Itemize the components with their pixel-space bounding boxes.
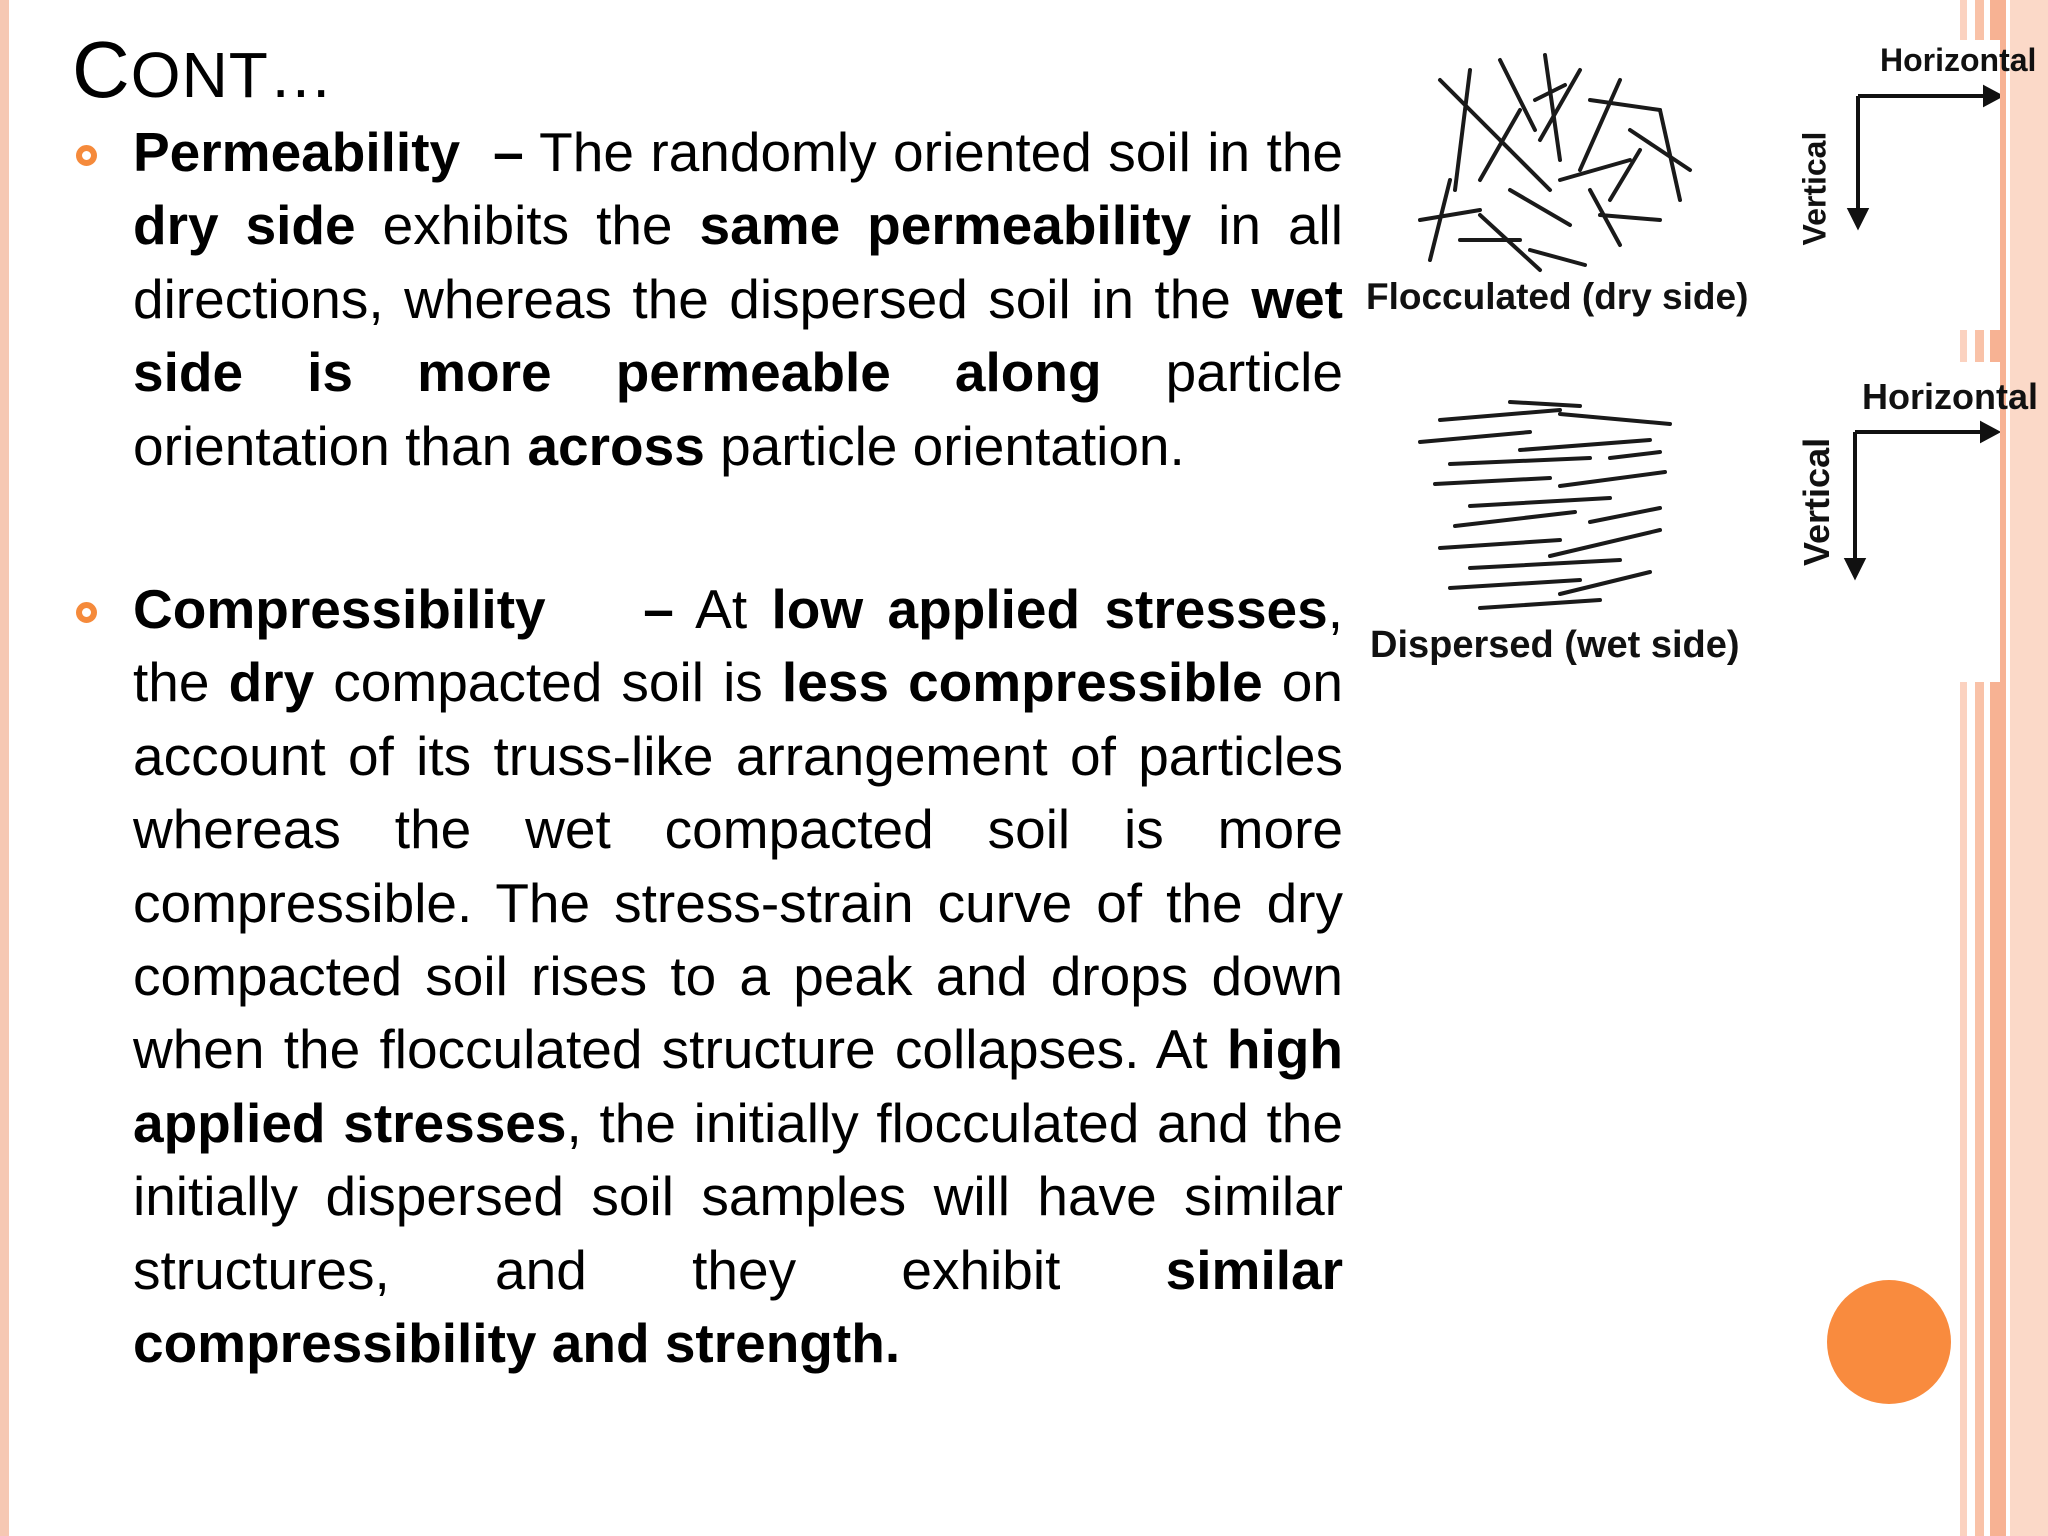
bullet-marker-icon: [76, 145, 97, 166]
text: compacted soil is: [314, 651, 782, 714]
bullet-permeability: [133, 116, 1343, 483]
text: , the: [133, 578, 1343, 714]
flocculated-vertical-label: Vertical: [1796, 131, 1833, 246]
text: in all directions, whereas the dispersed soil in the: [133, 194, 1343, 330]
text: , the initially flocculated and the initially dispersed soil samples will have similar structures, and they exhibit: [133, 1091, 1343, 1301]
dispersed-horizontal-label: Horizontal: [1862, 376, 2038, 417]
bullet-marker-icon: [76, 602, 97, 623]
right-stripe-4: [2010, 0, 2048, 1536]
decorative-orange-circle: [1827, 1280, 1951, 1404]
figure-flocculated: [1360, 40, 2037, 330]
emphasis: wet side is more permeable along: [133, 267, 1343, 404]
figure-dispersed: [1360, 362, 2038, 682]
dispersed-axes: [1760, 362, 2038, 602]
term-compressibility: Compressibility: [133, 578, 546, 640]
emphasis: low applied stresses: [771, 578, 1328, 640]
emphasis: dry: [228, 651, 315, 714]
text: At: [673, 578, 772, 640]
emphasis: same permeability: [699, 194, 1192, 257]
emphasis: across: [527, 414, 705, 477]
text: particle orientation than: [133, 341, 1343, 477]
emphasis: high applied stresses: [133, 1018, 1343, 1154]
text: exhibits the: [355, 194, 700, 257]
flocculated-horizontal-label: Horizontal: [1880, 42, 2037, 78]
emphasis: less compressible: [781, 651, 1263, 714]
flocculated-caption: Flocculated (dry side): [1366, 276, 1749, 317]
text: particle orientation.: [704, 414, 1185, 477]
flocculated-axes: [1780, 40, 2037, 260]
emphasis: similar compressibility and strength.: [133, 1238, 1343, 1375]
bullet-compressibility: [133, 573, 1343, 1380]
dispersed-vertical-label: Vertical: [1796, 437, 1837, 566]
text: The randomly oriented soil in the: [523, 121, 1344, 183]
emphasis: dry side: [133, 194, 356, 257]
dash: –: [493, 121, 524, 183]
title-initial: C: [72, 25, 131, 114]
text: on account of its truss-like arrangement of particles whereas the wet compacted soil is more compressible. The stress-strain curve of the dry compacted soil rises to a peak and drops down when the flocculated structure collapses. At: [133, 651, 1343, 1081]
dispersed-caption: Dispersed (wet side): [1370, 624, 1740, 666]
dash: –: [643, 578, 674, 640]
left-edge-stripe: [0, 0, 9, 1536]
slide-title: [72, 24, 334, 121]
title-rest: ONT…: [130, 39, 334, 111]
term-permeability: Permeability: [133, 121, 461, 183]
